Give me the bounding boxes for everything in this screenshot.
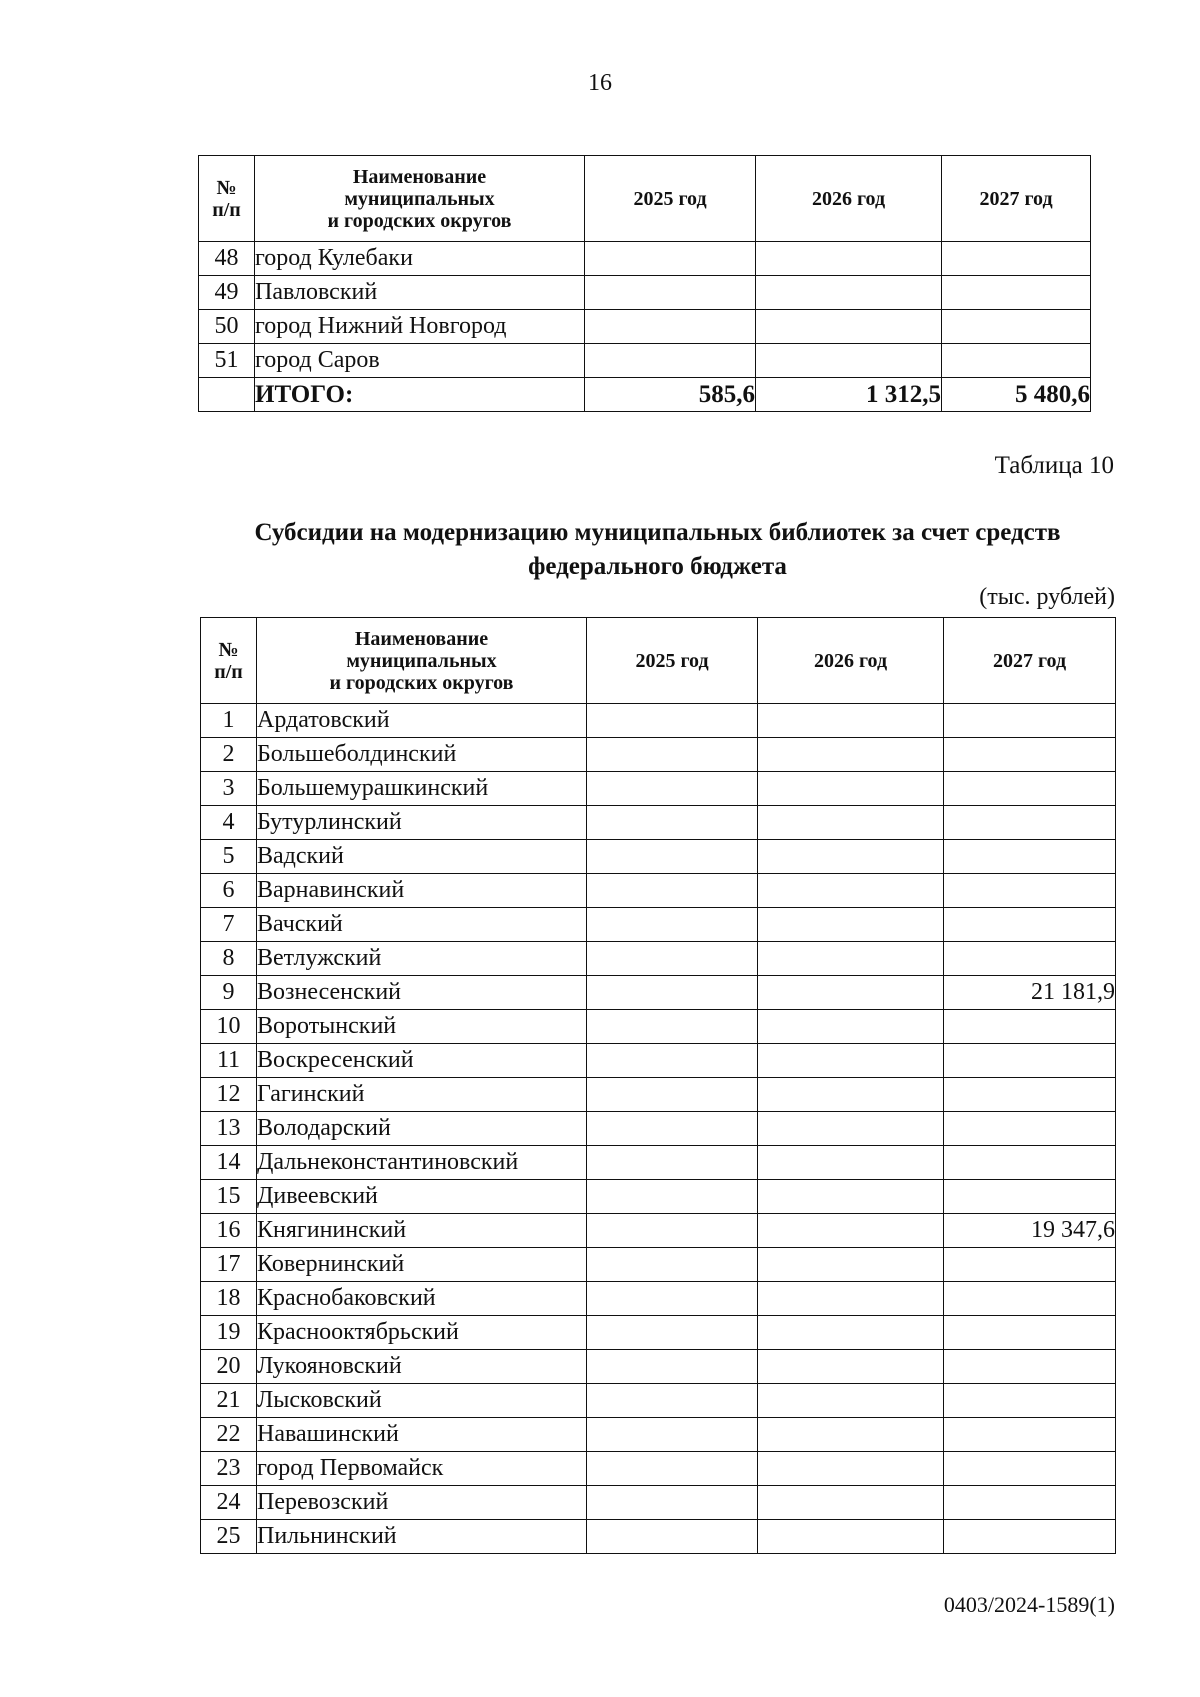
column-header-2026: 2026 год: [756, 156, 942, 242]
row-number: 14: [201, 1146, 257, 1180]
value-2027: 5 480,6: [942, 378, 1091, 412]
district-name: Перевозский: [257, 1486, 587, 1520]
value-2025: [587, 1350, 758, 1384]
column-header-number: № п/п: [201, 618, 257, 704]
table-row: [201, 772, 1116, 806]
row-number: 17: [201, 1248, 257, 1282]
value-2025: [587, 1520, 758, 1554]
value-2026: [758, 908, 944, 942]
table-row: [201, 908, 1116, 942]
value-2025: [587, 1316, 758, 1350]
value-2026: [758, 1452, 944, 1486]
value-2025: [587, 1214, 758, 1248]
value-2026: [758, 942, 944, 976]
value-2025: [587, 1452, 758, 1486]
value-2026: [758, 704, 944, 738]
value-2025: [587, 772, 758, 806]
table-row: [199, 310, 1091, 344]
value-2027: [944, 1350, 1116, 1384]
value-2026: [758, 738, 944, 772]
district-name: Варнавинский: [257, 874, 587, 908]
table-row: [201, 1112, 1116, 1146]
district-name: Павловский: [255, 276, 585, 310]
table-row: [201, 1418, 1116, 1452]
value-2026: [756, 344, 942, 378]
value-2027: [944, 772, 1116, 806]
table-row: [201, 840, 1116, 874]
value-2027: [944, 738, 1116, 772]
district-name: Княгининский: [257, 1214, 587, 1248]
row-number: 24: [201, 1486, 257, 1520]
value-2025: [587, 1282, 758, 1316]
row-number: 10: [201, 1010, 257, 1044]
table-label: Таблица 10: [994, 452, 1114, 479]
district-name: город Первомайск: [257, 1452, 587, 1486]
value-2026: [758, 1486, 944, 1520]
document-code: 0403/2024-1589(1): [943, 1592, 1115, 1617]
value-2026: [756, 242, 942, 276]
value-2025: [587, 840, 758, 874]
value-2027: [944, 1180, 1116, 1214]
row-number: 16: [201, 1214, 257, 1248]
value-2026: [758, 1044, 944, 1078]
value-2027: [944, 1146, 1116, 1180]
district-name: Бутурлинский: [257, 806, 587, 840]
value-2025: [585, 276, 756, 310]
value-2027: [942, 344, 1091, 378]
library-subsidies-table: [200, 617, 1116, 1554]
table-row: [199, 344, 1091, 378]
value-2027: [944, 874, 1116, 908]
value-2026: [758, 976, 944, 1010]
table-header-row: [199, 156, 1091, 242]
value-2027: [944, 1078, 1116, 1112]
district-name: Вознесенский: [257, 976, 587, 1010]
district-name: Ветлужский: [257, 942, 587, 976]
value-2025: 585,6: [585, 378, 756, 412]
row-number: [199, 378, 255, 412]
value-2026: [758, 1520, 944, 1554]
value-2026: [756, 310, 942, 344]
table-row: [201, 1180, 1116, 1214]
district-name: Лукояновский: [257, 1350, 587, 1384]
row-number: 49: [199, 276, 255, 310]
value-2027: [944, 1418, 1116, 1452]
value-2025: [587, 1112, 758, 1146]
value-2027: 21 181,9: [944, 976, 1116, 1010]
column-header-2025: 2025 год: [585, 156, 756, 242]
table-row: [201, 942, 1116, 976]
column-header-2026: 2026 год: [758, 618, 944, 704]
row-number: 19: [201, 1316, 257, 1350]
district-name: Вачский: [257, 908, 587, 942]
district-name: Воскресенский: [257, 1044, 587, 1078]
value-2025: [587, 738, 758, 772]
value-2026: [758, 1282, 944, 1316]
district-name: Вадский: [257, 840, 587, 874]
value-2026: [758, 1350, 944, 1384]
table-row: [201, 976, 1116, 1010]
value-2027: [944, 1316, 1116, 1350]
table-body: [199, 242, 1091, 412]
value-2025: [585, 242, 756, 276]
row-number: 2: [201, 738, 257, 772]
value-2025: [585, 344, 756, 378]
row-number: 20: [201, 1350, 257, 1384]
table-row: [201, 1486, 1116, 1520]
value-2026: [758, 1316, 944, 1350]
value-2027: 19 347,6: [944, 1214, 1116, 1248]
row-number: 11: [201, 1044, 257, 1078]
row-number: 15: [201, 1180, 257, 1214]
table-row: [201, 1520, 1116, 1554]
table-row: [201, 1078, 1116, 1112]
district-name: Воротынский: [257, 1010, 587, 1044]
row-number: 3: [201, 772, 257, 806]
row-number: 50: [199, 310, 255, 344]
table-row: [201, 1282, 1116, 1316]
district-name: Дальнеконстантиновский: [257, 1146, 587, 1180]
row-number: 22: [201, 1418, 257, 1452]
table-header-row: [201, 618, 1116, 704]
row-number: 21: [201, 1384, 257, 1418]
column-header-name: Наименование муниципальных и городских округов: [255, 156, 585, 242]
district-name: Дивеевский: [257, 1180, 587, 1214]
row-number: 25: [201, 1520, 257, 1554]
value-2026: [758, 1078, 944, 1112]
table-row: [199, 242, 1091, 276]
value-2026: [758, 772, 944, 806]
value-2026: [758, 806, 944, 840]
value-2026: [758, 1010, 944, 1044]
district-name: Краснобаковский: [257, 1282, 587, 1316]
value-2027: [944, 806, 1116, 840]
column-header-name: Наименование муниципальных и городских округов: [257, 618, 587, 704]
value-2025: [587, 1248, 758, 1282]
value-2027: [944, 1452, 1116, 1486]
value-2026: [758, 840, 944, 874]
value-2025: [587, 1078, 758, 1112]
value-2026: 1 312,5: [756, 378, 942, 412]
value-2026: [758, 1180, 944, 1214]
table-row: [201, 1316, 1116, 1350]
value-2027: [944, 942, 1116, 976]
district-name: Навашинский: [257, 1418, 587, 1452]
row-number: 18: [201, 1282, 257, 1316]
row-number: 6: [201, 874, 257, 908]
row-number: 23: [201, 1452, 257, 1486]
district-name: Ардатовский: [257, 704, 587, 738]
value-2026: [758, 1112, 944, 1146]
value-2025: [587, 976, 758, 1010]
value-2025: [587, 806, 758, 840]
value-2026: [756, 276, 942, 310]
value-2027: [944, 704, 1116, 738]
table-row: [201, 1010, 1116, 1044]
table-row: [201, 874, 1116, 908]
value-2025: [587, 1180, 758, 1214]
value-2027: [944, 1384, 1116, 1418]
value-2027: [944, 1010, 1116, 1044]
value-2025: [585, 310, 756, 344]
district-name: город Нижний Новгород: [255, 310, 585, 344]
value-2025: [587, 1418, 758, 1452]
district-name: ИТОГО:: [255, 378, 585, 412]
row-number: 13: [201, 1112, 257, 1146]
value-2026: [758, 1214, 944, 1248]
value-2025: [587, 1010, 758, 1044]
value-2027: [944, 1282, 1116, 1316]
table-row: [201, 1146, 1116, 1180]
table-row: [201, 704, 1116, 738]
value-2027: [944, 908, 1116, 942]
value-2025: [587, 704, 758, 738]
value-2027: [944, 840, 1116, 874]
row-number: 8: [201, 942, 257, 976]
value-2026: [758, 1146, 944, 1180]
table-row: [201, 1350, 1116, 1384]
district-name: Лысковский: [257, 1384, 587, 1418]
value-2027: [942, 310, 1091, 344]
table-row: [201, 1384, 1116, 1418]
table-title: Субсидии на модернизацию муниципальных библиотек за счет средств федерального бюджета: [254, 519, 1061, 580]
row-number: 5: [201, 840, 257, 874]
row-number: 7: [201, 908, 257, 942]
value-2026: [758, 1384, 944, 1418]
value-2025: [587, 942, 758, 976]
district-name: город Кулебаки: [255, 242, 585, 276]
value-2026: [758, 874, 944, 908]
row-number: 9: [201, 976, 257, 1010]
value-2027: [942, 242, 1091, 276]
row-number: 48: [199, 242, 255, 276]
value-2027: [942, 276, 1091, 310]
column-header-number: № п/п: [199, 156, 255, 242]
column-header-2027: 2027 год: [944, 618, 1116, 704]
value-2027: [944, 1248, 1116, 1282]
district-name: Большеболдинский: [257, 738, 587, 772]
table-row: [201, 1452, 1116, 1486]
value-2025: [587, 1146, 758, 1180]
value-2027: [944, 1486, 1116, 1520]
table-row: [199, 276, 1091, 310]
value-2027: [944, 1112, 1116, 1146]
district-name: Краснооктябрьский: [257, 1316, 587, 1350]
district-name: Володарский: [257, 1112, 587, 1146]
column-header-2025: 2025 год: [587, 618, 758, 704]
value-2025: [587, 874, 758, 908]
row-number: 1: [201, 704, 257, 738]
budget-table-continued: [198, 155, 1091, 412]
value-2026: [758, 1248, 944, 1282]
row-number: 12: [201, 1078, 257, 1112]
table-row: [201, 1044, 1116, 1078]
row-number: 51: [199, 344, 255, 378]
table-row: [201, 738, 1116, 772]
value-2027: [944, 1044, 1116, 1078]
row-number: 4: [201, 806, 257, 840]
district-name: Пильнинский: [257, 1520, 587, 1554]
district-name: город Саров: [255, 344, 585, 378]
total-row: [199, 378, 1091, 412]
page-number: 16: [588, 70, 612, 96]
value-2027: [944, 1520, 1116, 1554]
table-row: [201, 806, 1116, 840]
value-2025: [587, 1486, 758, 1520]
value-2026: [758, 1418, 944, 1452]
value-2025: [587, 908, 758, 942]
value-2025: [587, 1044, 758, 1078]
table-body: [201, 704, 1116, 1554]
district-name: Ковернинский: [257, 1248, 587, 1282]
district-name: Гагинский: [257, 1078, 587, 1112]
table-row: [201, 1248, 1116, 1282]
column-header-2027: 2027 год: [942, 156, 1091, 242]
units-label: (тыс. рублей): [979, 584, 1115, 610]
value-2025: [587, 1384, 758, 1418]
district-name: Большемурашкинский: [257, 772, 587, 806]
table-row: [201, 1214, 1116, 1248]
